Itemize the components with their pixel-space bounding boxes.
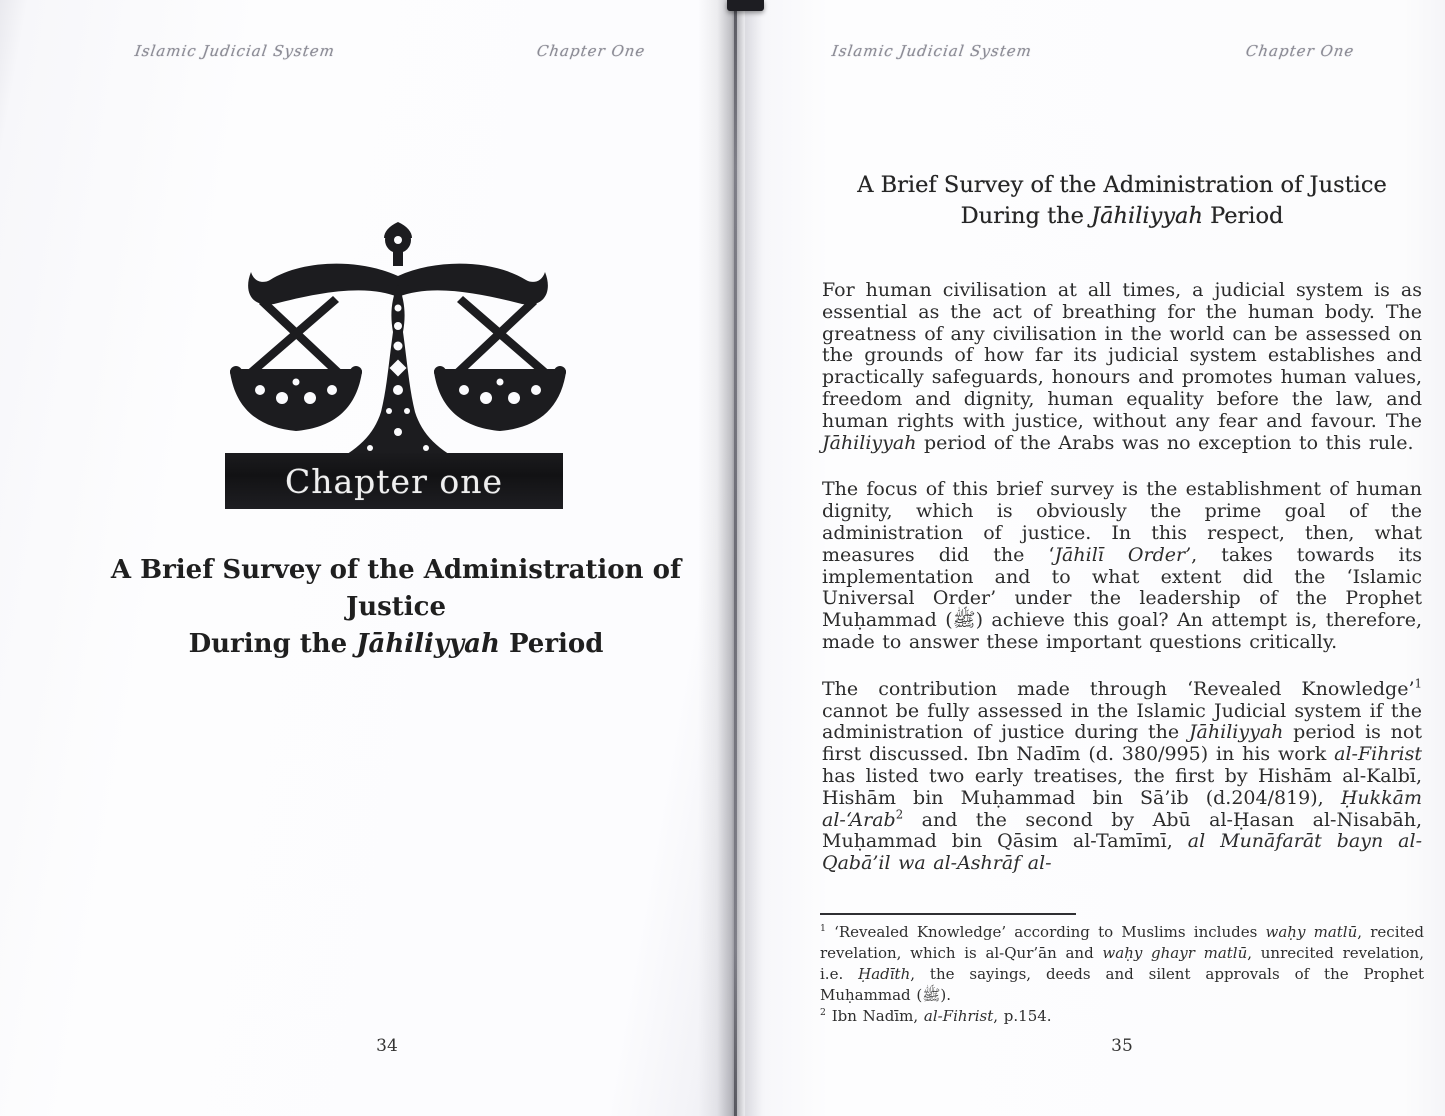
footnote: $^2$ Ibn Nadīm, al-Fihrist, p.154. (820, 1007, 1052, 1025)
body-paragraph: The focus of this brief survey is the establishment of human dignity, which is obviously the prime goal of the administration of justice. In this respect, then, what measures did the ‘Jāhilī Order’, takes towards its implementation and to what extent did the ‘Islamic Universal Order’ under the leadership of the Prophet Muḥammad (ﷺ) achieve this goal? An attempt is, therefore, made to answer these important questions critically. (822, 478, 1422, 653)
chapter-title-right (820, 170, 1424, 232)
running-header-chapter: Chapter One (535, 42, 647, 60)
chapter-title-line1: A Brief Survey of the Administration of Justice (110, 555, 682, 622)
book-gutter (698, 0, 762, 1116)
chapter-title-line2: During the Jāhiliyyah Period (188, 629, 604, 659)
page-number-right: 35 (1111, 1036, 1133, 1056)
footnote-divider (820, 913, 1076, 915)
chapter-title-line1: A Brief Survey of the Administration of Justice (857, 172, 1387, 198)
body-text (822, 280, 1422, 900)
book-gutter-line (734, 0, 737, 1116)
chapter-title-left (105, 552, 687, 663)
body-paragraph: For human civilisation at all times, a judicial system is as essential as the act of breathing for the human body. The greatness of any civilisation in the world can be assessed on the grounds of how far its judicial system establishes and practically safeguards, honours and promotes human values, freedom and dignity, human equality before the law, and human rights with justice, without any fear and favour. The Jāhiliyyah period of the Arabs was no exception to this rule. (822, 279, 1422, 454)
book-gutter-notch (727, 0, 764, 11)
chapter-banner-label: Chapter one (284, 461, 503, 501)
footnotes (820, 922, 1424, 1027)
running-header-book-title: Islamic Judicial System (830, 42, 1034, 60)
scales-of-justice-icon (218, 220, 578, 465)
chapter-banner (225, 453, 563, 509)
body-paragraph: The contribution made through ‘Revealed Knowledge’$^1$ cannot be fully assessed in the Islamic Judicial system if the administration of justice during the Jāhiliyyah period is not first discussed. Ibn Nadīm (d. 380/995) in his work al-Fihrist has listed two early treatises, the first by Hishām al-Kalbī, Hishām bin Muḥammad bin Sā’ib (d.204/819), Ḥukkām al-‘Arab$^2$ and the second by Abū al-Ḥasan al-Nisabāh, Muḥammad bin Qāsim al-Tamīmī, al Munāfarāt bayn al-Qabā’il wa al-Ashrāf al- (822, 676, 1422, 875)
running-header-book-title: Islamic Judicial System (133, 42, 337, 60)
footnote: $^1$ ‘Revealed Knowledge’ according to Muslims includes waḥy matlū, recited revelation, which is al-Qur’ān and waḥy ghayr matlū, unrecited revelation, i.e. Ḥadīth, the sayings, deeds and silent approvals of the Prophet Muḥammad (ﷺ). (820, 923, 1425, 1004)
chapter-title-line2: During the Jāhiliyyah Period (960, 203, 1284, 229)
running-header-chapter: Chapter One (1244, 42, 1356, 60)
page-number-left: 34 (376, 1036, 398, 1056)
running-header-right (832, 42, 1354, 60)
scales-of-justice-svg (218, 220, 578, 465)
running-header-left (135, 42, 645, 60)
